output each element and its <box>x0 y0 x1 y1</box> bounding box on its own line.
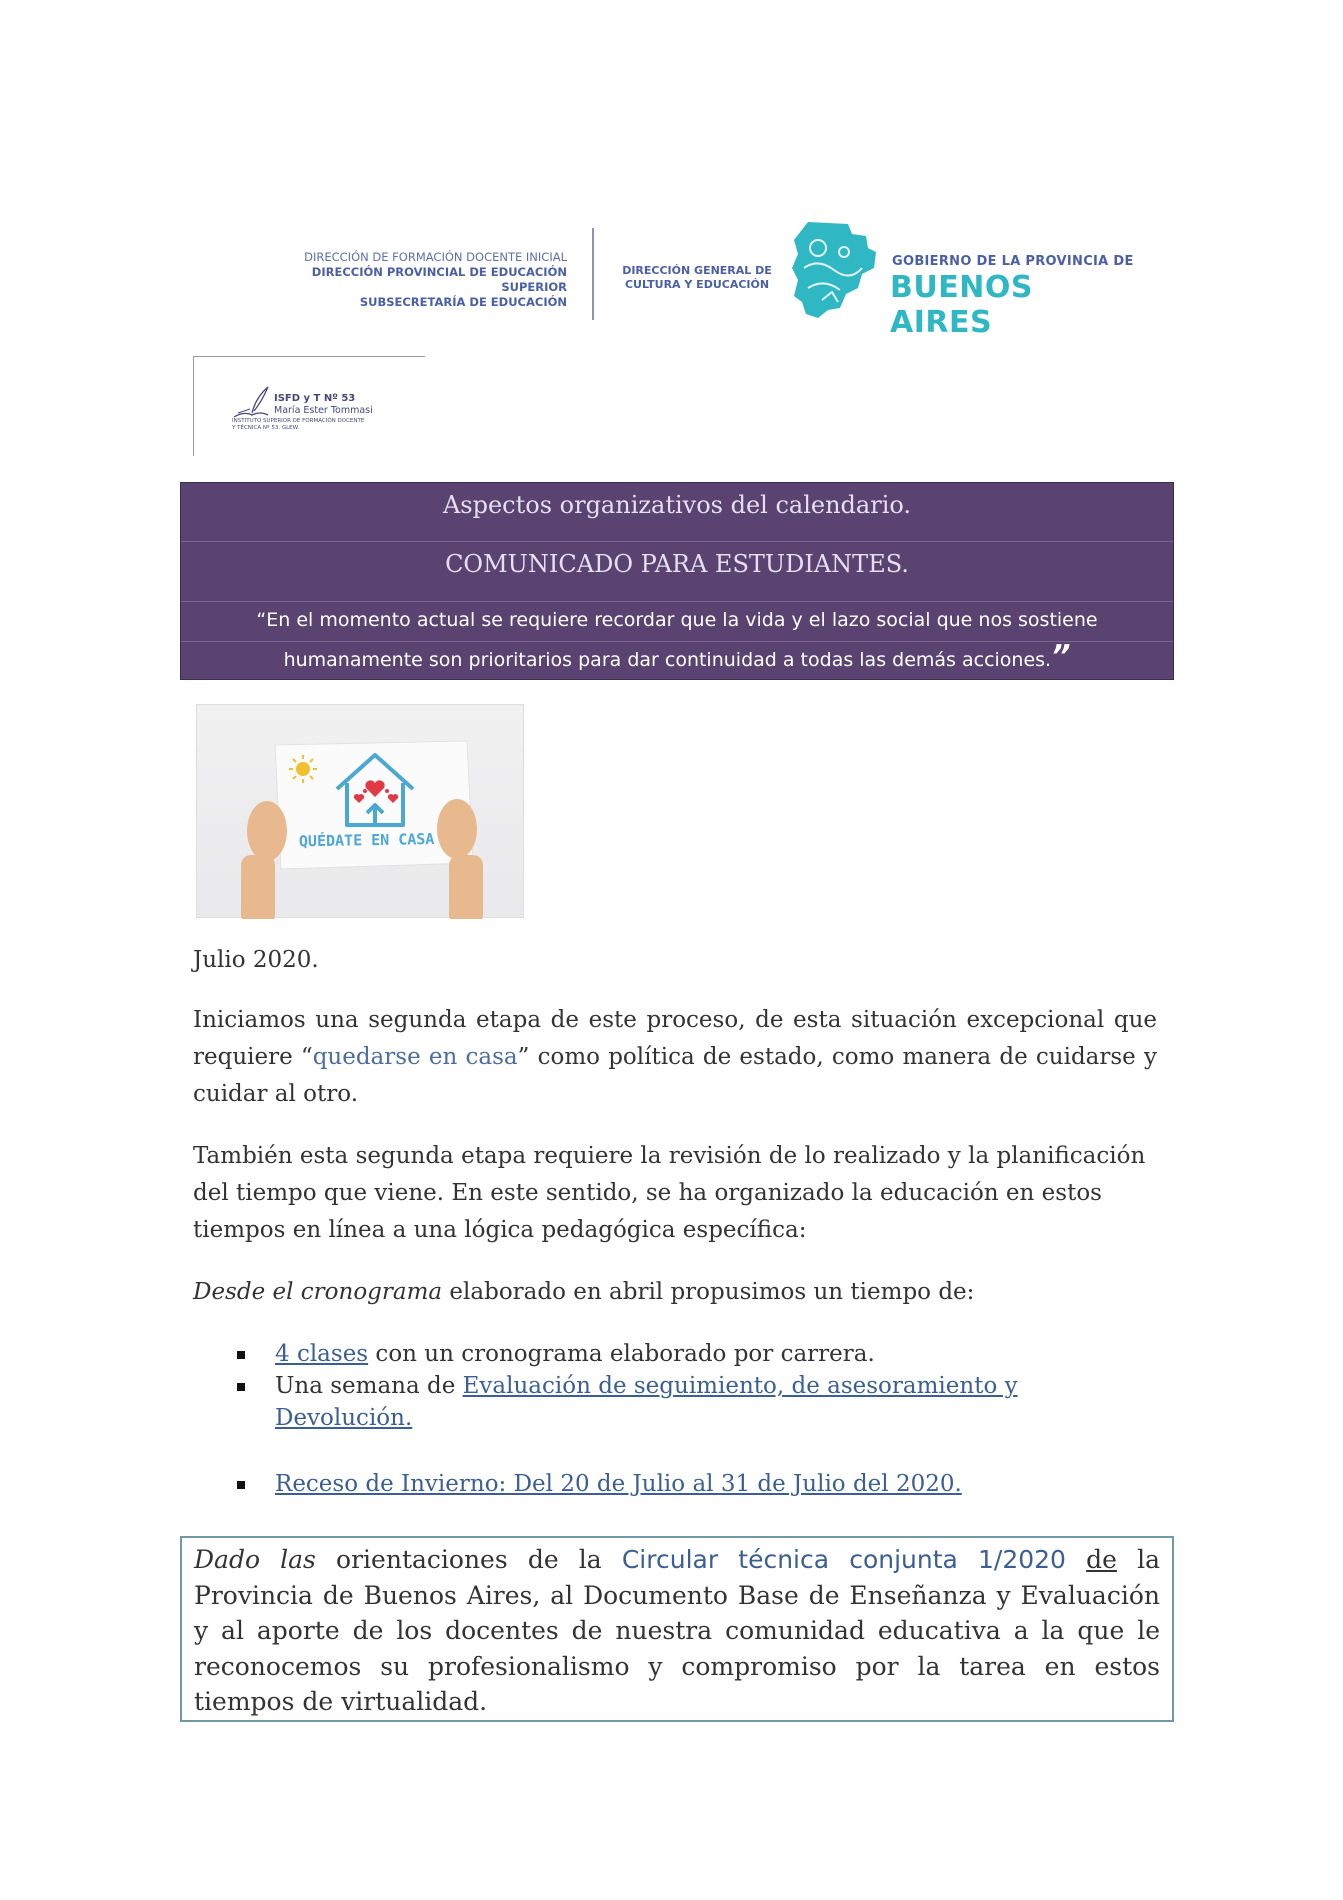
text-run: ” como política de estado, como manera de cuidarse y cuidar al otro. <box>193 1044 1157 1107</box>
link-4-clases[interactable]: 4 clases <box>275 1341 369 1367</box>
institute-subtitle-line: Y TÉCNICA Nº 53. GLEW. <box>232 425 300 431</box>
government-header <box>260 218 1140 340</box>
text-run: con un cronograma elaborado por carrera. <box>368 1341 875 1367</box>
province-map-logo-icon <box>788 218 880 322</box>
text-run: elaborado en abril propusimos un tiempo de: <box>442 1279 975 1305</box>
banner-quote-text: humanamente son prioritarios para dar continuidad a todas las demás acciones. <box>283 649 1052 671</box>
announcement-banner <box>180 482 1174 680</box>
schedule-list <box>230 1468 1050 1500</box>
banner-quote-line <box>181 639 1173 674</box>
link-evaluacion[interactable]: Evaluación de seguimiento, de asesoramiento y Devolución. <box>275 1373 1018 1431</box>
list-item <box>230 1468 1050 1500</box>
circular-reference: Circular técnica conjunta 1/2020 <box>621 1545 1066 1574</box>
institute-logo-block <box>193 356 425 456</box>
direction-line: DIRECCIÓN PROVINCIAL DE EDUCACIÓN SUPERIOR <box>311 265 567 294</box>
dgce-line: CULTURA Y EDUCACIÓN <box>624 278 770 291</box>
paragraph-orientaciones <box>194 1542 1160 1720</box>
sign-text: QUÉDATE EN CASA <box>298 829 435 851</box>
bordered-paragraph-box <box>180 1536 1174 1722</box>
direction-line: SUBSECRETARÍA DE EDUCACIÓN <box>359 295 567 309</box>
dgce-line: DIRECCIÓN GENERAL DE <box>622 264 772 277</box>
banner-divider <box>181 641 1173 642</box>
italic-run: Desde el cronograma <box>193 1279 443 1305</box>
schedule-list <box>230 1338 1050 1434</box>
banner-divider <box>181 541 1173 542</box>
stay-home-photo <box>196 704 524 918</box>
paragraph-cronograma <box>193 1274 1157 1311</box>
document-date: Julio 2020. <box>193 947 319 973</box>
header-divider <box>592 228 594 320</box>
dgce-label <box>612 264 782 292</box>
list-item <box>230 1370 1050 1434</box>
text-run: la Provincia de Buenos Aires, al Documento Base de Enseñanza y Evaluación y al aporte de los docentes de nuestra comunidad educativa a la que le reconocemos su profesionalismo y compromiso por la tarea en estos tiempos de virtualidad. <box>194 1545 1160 1716</box>
italic-run: Dado las <box>194 1545 316 1574</box>
text-run: orientaciones de la <box>315 1545 622 1574</box>
banner-quote-line: “En el momento actual se requiere recordar que la vida y el lazo social que nos sostiene <box>256 609 1098 631</box>
banner-title: Aspectos organizativos del calendario. <box>442 491 912 519</box>
paragraph-intro <box>193 1002 1157 1113</box>
institute-subtitle <box>232 418 412 432</box>
buenos-aires-label: BUENOS AIRES <box>890 270 1033 340</box>
feather-book-icon <box>230 383 270 423</box>
banner-divider <box>181 601 1173 602</box>
stay-home-illustration <box>197 705 525 919</box>
closing-quote-mark: ” <box>1051 639 1071 674</box>
link-receso-invierno[interactable]: Receso de Invierno: Del 20 de Julio al 31 de Julio del 2020. <box>275 1471 962 1497</box>
highlight-quedarse-en-casa: quedarse en casa <box>312 1044 518 1070</box>
text-run: Iniciamos una segunda etapa de este proceso, de esta situación excepcional que requiere “ <box>193 1007 1157 1070</box>
institute-title: ISFD y T Nº 53 <box>274 393 356 404</box>
direction-line: DIRECCIÓN DE FORMACIÓN DOCENTE INICIAL <box>304 250 567 264</box>
list-item <box>230 1338 1050 1370</box>
direction-list <box>260 250 567 310</box>
gobierno-label: GOBIERNO DE LA PROVINCIA DE <box>892 254 1134 269</box>
institute-subtitle-line: INSTITUTO SUPERIOR DE FORMACIÓN DOCENTE <box>232 418 365 424</box>
banner-subtitle: COMUNICADO PARA ESTUDIANTES. <box>445 550 909 578</box>
text-run <box>1066 1545 1086 1574</box>
text-run: Una semana de <box>275 1373 463 1399</box>
institute-name: María Ester Tommasi <box>274 405 373 416</box>
paragraph-segunda-etapa: También esta segunda etapa requiere la revisión de lo realizado y la planificación del tiempo que viene. En este sentido, se ha organizado la educación en estos tiempos en línea a una lógica pedagógica específica: <box>193 1143 1146 1243</box>
underlined-word: de <box>1086 1545 1117 1574</box>
